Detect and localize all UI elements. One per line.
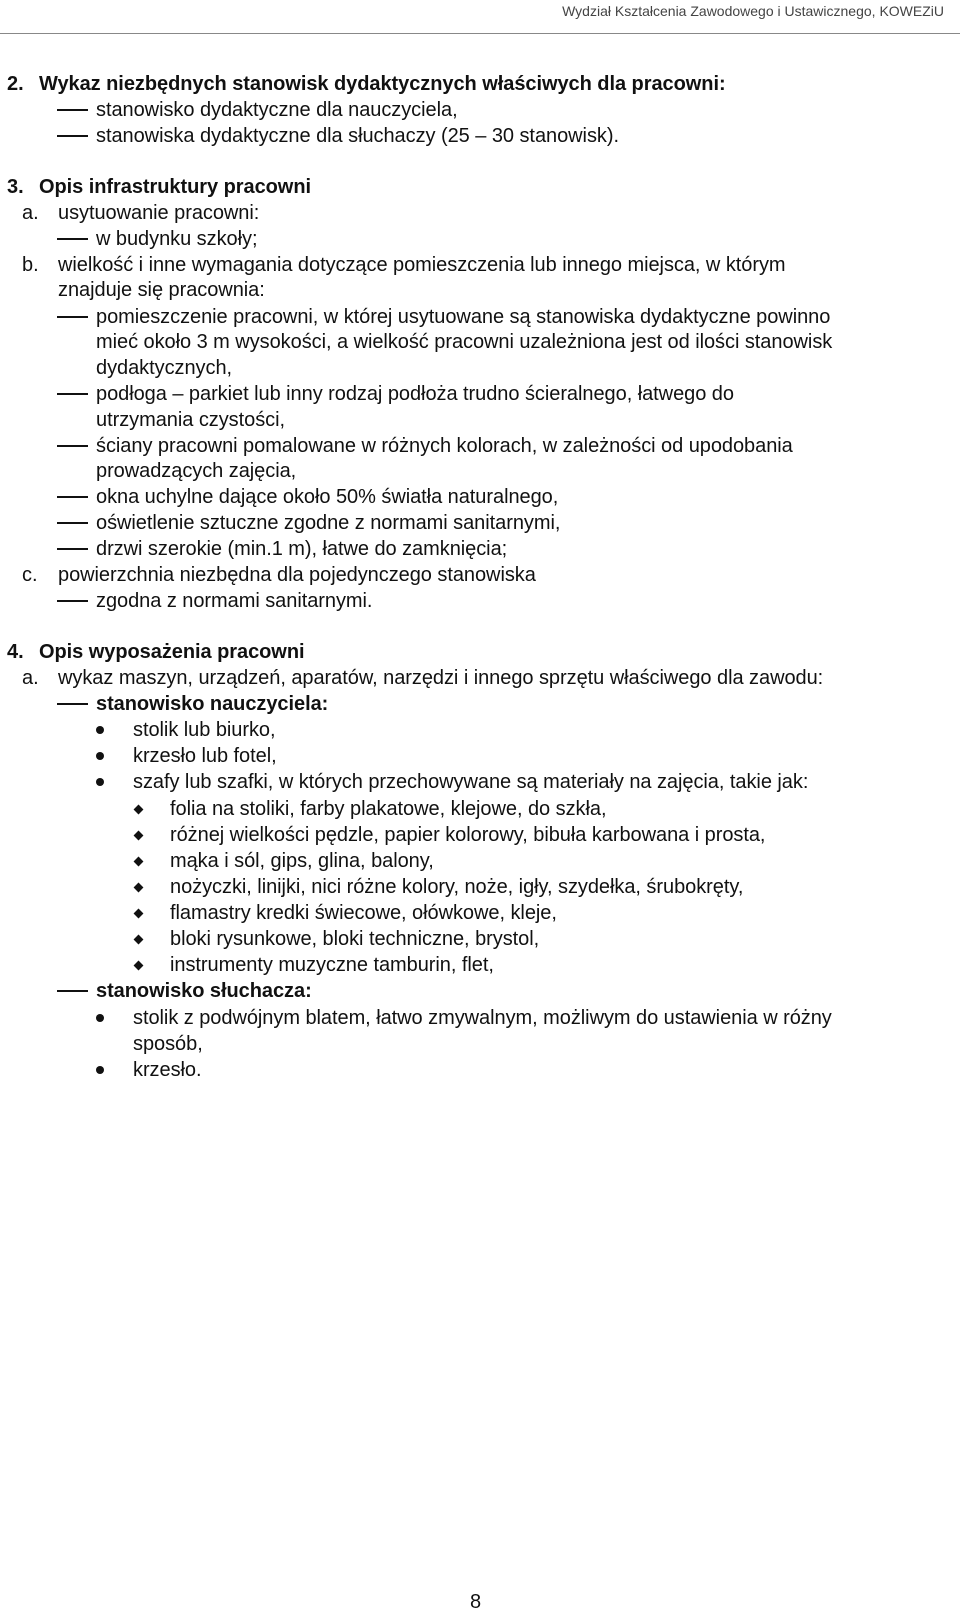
list-item: usytuowanie pracowni: bbox=[58, 202, 260, 224]
bullet-marker bbox=[96, 1014, 104, 1022]
teacher-station-title: stanowisko nauczyciela: bbox=[96, 693, 329, 715]
list-item: mąka i sól, gips, glina, balony, bbox=[170, 850, 434, 872]
diamond-marker bbox=[134, 805, 144, 815]
dash-marker bbox=[57, 990, 88, 992]
diamond-marker bbox=[134, 909, 144, 919]
dash-marker bbox=[57, 522, 88, 524]
section-3-title: Opis infrastruktury pracowni bbox=[39, 176, 311, 198]
dash-marker bbox=[57, 238, 88, 240]
list-item: bloki rysunkowe, bloki techniczne, brystol, bbox=[170, 928, 540, 950]
list-item: powierzchnia niezbędna dla pojedynczego stanowiska bbox=[58, 564, 536, 586]
text-line: krzesło. bbox=[133, 1059, 202, 1081]
diamond-marker bbox=[134, 831, 144, 841]
list-item: szafy lub szafki, w których przechowywane są materiały na zajęcia, takie jak: bbox=[133, 771, 809, 793]
dash-marker bbox=[57, 109, 88, 111]
text-line: dydaktycznych, bbox=[96, 357, 233, 379]
item-marker-c: c. bbox=[22, 564, 38, 586]
list-item: zgodna z normami sanitarnymi. bbox=[96, 590, 373, 612]
text-line: okna uchylne dające około 50% światła naturalnego, bbox=[96, 486, 559, 508]
text-line: oświetlenie sztuczne zgodne z normami sanitarnymi, bbox=[96, 512, 561, 534]
text-line: stolik z podwójnym blatem, łatwo zmywalnym, możliwym do ustawienia w różny bbox=[133, 1007, 832, 1029]
text-line: utrzymania czystości, bbox=[96, 409, 285, 431]
text-line: mieć około 3 m wysokości, a wielkość pracowni uzależniona jest od ilości stanowisk bbox=[96, 331, 833, 353]
dash-marker bbox=[57, 548, 88, 550]
text-line: ściany pracowni pomalowane w różnych kolorach, w zależności od upodobania bbox=[96, 435, 793, 457]
text-line: znajduje się pracownia: bbox=[58, 279, 265, 301]
bullet-marker bbox=[96, 726, 104, 734]
dash-marker bbox=[57, 600, 88, 602]
section-3-number: 3. bbox=[7, 176, 24, 198]
item-marker-b: b. bbox=[22, 254, 39, 276]
bullet-marker bbox=[96, 752, 104, 760]
text-line: drzwi szerokie (min.1 m), łatwe do zamknięcia; bbox=[96, 538, 508, 560]
diamond-marker bbox=[134, 857, 144, 867]
list-item: folia na stoliki, farby plakatowe, klejowe, do szkła, bbox=[170, 798, 607, 820]
dash-marker bbox=[57, 496, 88, 498]
header-rule bbox=[0, 33, 960, 34]
text-line: pomieszczenie pracowni, w której usytuowane są stanowiska dydaktyczne powinno bbox=[96, 306, 831, 328]
text-line: podłoga – parkiet lub inny rodzaj podłoża trudno ścieralnego, łatwego do bbox=[96, 383, 734, 405]
list-item: instrumenty muzyczne tamburin, flet, bbox=[170, 954, 494, 976]
item-marker-a: a. bbox=[22, 667, 39, 689]
bullet-marker bbox=[96, 1066, 104, 1074]
text-line: wielkość i inne wymagania dotyczące pomieszczenia lub innego miejsca, w którym bbox=[58, 254, 786, 276]
list-item: stanowisko dydaktyczne dla nauczyciela, bbox=[96, 99, 458, 121]
section-2-title: Wykaz niezbędnych stanowisk dydaktycznych właściwych dla pracowni: bbox=[39, 73, 726, 95]
item-marker-a: a. bbox=[22, 202, 39, 224]
list-item: w budynku szkoły; bbox=[96, 228, 258, 250]
page-number: 8 bbox=[470, 1591, 482, 1613]
dash-marker bbox=[57, 445, 88, 447]
diamond-marker bbox=[134, 935, 144, 945]
diamond-marker bbox=[134, 883, 144, 893]
section-4-title: Opis wyposażenia pracowni bbox=[39, 641, 305, 663]
list-item: różnej wielkości pędzle, papier kolorowy, bibuła karbowana i prosta, bbox=[170, 824, 766, 846]
list-item: flamastry kredki świecowe, ołówkowe, kleje, bbox=[170, 902, 557, 924]
dash-marker bbox=[57, 135, 88, 137]
section-2-number: 2. bbox=[7, 73, 24, 95]
list-item: wykaz maszyn, urządzeń, aparatów, narzędzi i innego sprzętu właściwego dla zawodu: bbox=[58, 667, 824, 689]
running-header: Wydział Kształcenia Zawodowego i Ustawicznego, KOWEZiU bbox=[562, 3, 944, 19]
dash-marker bbox=[57, 703, 88, 705]
bullet-marker bbox=[96, 778, 104, 786]
list-item: krzesło lub fotel, bbox=[133, 745, 277, 767]
list-item: stolik lub biurko, bbox=[133, 719, 276, 741]
section-4-number: 4. bbox=[7, 641, 24, 663]
student-station-title: stanowisko słuchacza: bbox=[96, 980, 312, 1002]
text-line: prowadzących zajęcia, bbox=[96, 460, 297, 482]
text-line: sposób, bbox=[133, 1033, 203, 1055]
dash-marker bbox=[57, 393, 88, 395]
list-item: stanowiska dydaktyczne dla słuchaczy (25 – 30 stanowisk). bbox=[96, 125, 619, 147]
dash-marker bbox=[57, 316, 88, 318]
list-item: nożyczki, linijki, nici różne kolory, noże, igły, szydełka, śrubokręty, bbox=[170, 876, 744, 898]
diamond-marker bbox=[134, 961, 144, 971]
